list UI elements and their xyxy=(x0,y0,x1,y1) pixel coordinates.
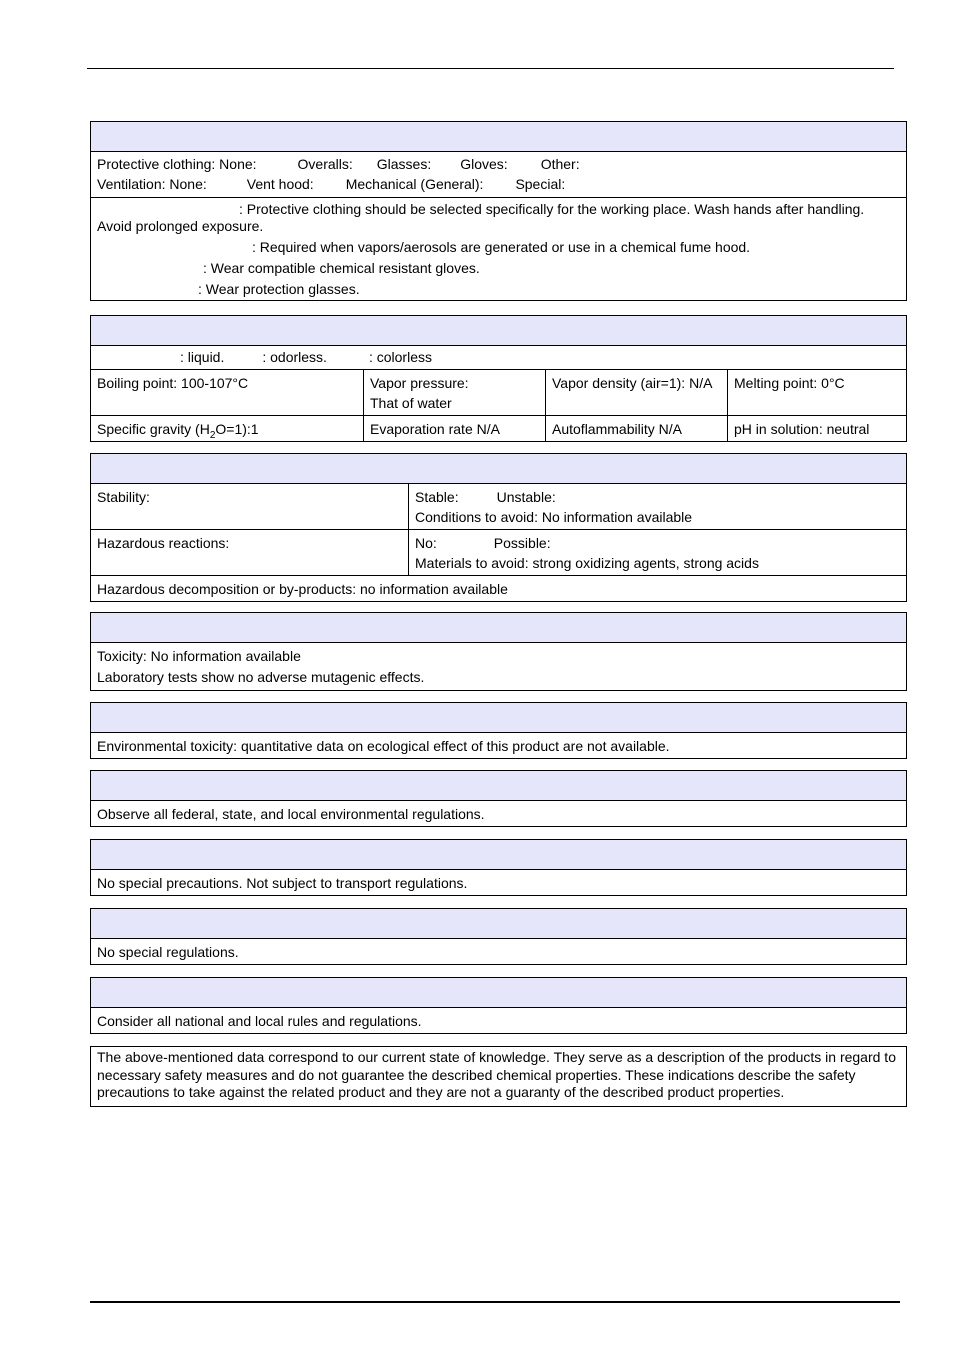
autoflammability-cell xyxy=(546,416,728,441)
properties-row-2 xyxy=(91,416,906,441)
clothing-detail-line xyxy=(97,201,900,218)
disclaimer-body xyxy=(91,1047,906,1106)
respiratory-detail-line xyxy=(97,239,900,256)
regulatory-section-header xyxy=(91,909,906,939)
other-info-section-header xyxy=(91,978,906,1008)
toxicology-section xyxy=(90,612,907,691)
transport-section-header xyxy=(91,840,906,870)
stability-options xyxy=(415,487,900,507)
other-info-section xyxy=(90,977,907,1034)
mechanical-label: Mechanical (General): xyxy=(345,176,484,192)
stability-label: Stability: xyxy=(97,489,150,505)
specific-gravity-post: O=1):1 xyxy=(215,421,259,437)
vapor-pressure-cell xyxy=(364,370,546,415)
glasses-label: Glasses: xyxy=(376,156,432,172)
color-value: : colorless xyxy=(368,349,432,365)
decomposition-text: Hazardous decomposition or by-products: no information available xyxy=(97,581,508,597)
hazardous-label-cell xyxy=(91,530,409,575)
other-info-text: Consider all national and local rules and regulations. xyxy=(97,1013,422,1029)
ecology-section-header xyxy=(91,703,906,733)
ventilation-none-label: Ventilation: None: xyxy=(97,176,207,192)
mutagenic-text: Laboratory tests show no adverse mutagenic effects. xyxy=(97,669,425,685)
clothing-detail-text: : Protective clothing should be selected specifically for the working place. Wash hands after handling. xyxy=(239,201,865,217)
gloves-detail-text: : Wear compatible chemical resistant gloves. xyxy=(203,260,480,276)
transport-text: No special precautions. Not subject to transport regulations. xyxy=(97,875,468,891)
disposal-body xyxy=(91,801,906,826)
eyes-detail-text: : Wear protection glasses. xyxy=(198,281,360,297)
overalls-label: Overalls: xyxy=(297,156,353,172)
decomposition-row xyxy=(91,576,906,601)
melting-point: Melting point: 0°C xyxy=(734,375,845,391)
stability-row xyxy=(91,484,906,530)
no-label: No: xyxy=(415,535,437,551)
hazardous-reactions-label: Hazardous reactions: xyxy=(97,535,230,551)
toxicology-body xyxy=(91,643,906,690)
respiratory-detail-text: : Required when vapors/aerosols are generated or use in a chemical fume hood. xyxy=(252,239,751,255)
regulatory-section xyxy=(90,908,907,965)
melting-point-cell xyxy=(728,370,906,415)
hazardous-reactions-row xyxy=(91,530,906,576)
hazardous-options xyxy=(415,533,900,553)
other-info-body xyxy=(91,1008,906,1033)
odor-value: : odorless. xyxy=(262,349,327,365)
specific-gravity-sub: 2 xyxy=(209,429,216,441)
properties-row-1 xyxy=(91,370,906,416)
clothing-detail-line-2: Avoid prolonged exposure. xyxy=(97,218,264,234)
possible-label: Possible: xyxy=(493,535,551,551)
disclaimer-box xyxy=(90,1046,907,1107)
reactivity-section xyxy=(90,453,907,602)
vapor-density-cell xyxy=(546,370,728,415)
ph-cell xyxy=(728,416,906,441)
gloves-detail-line xyxy=(97,260,900,277)
gloves-label: Gloves: xyxy=(460,156,508,172)
protection-section-header xyxy=(91,122,906,152)
protection-details xyxy=(91,198,906,300)
ventilation-line xyxy=(97,174,900,194)
toxicology-section-header xyxy=(91,613,906,643)
stability-label-cell xyxy=(91,484,409,529)
special-label: Special: xyxy=(515,176,566,192)
toxicity-text: Toxicity: No information available xyxy=(97,648,301,664)
hazardous-value-cell xyxy=(409,530,906,575)
physical-section xyxy=(90,315,907,442)
vent-hood-label: Vent hood: xyxy=(246,176,314,192)
evaporation-rate: Evaporation rate N/A xyxy=(370,421,500,437)
stability-value-cell xyxy=(409,484,906,529)
eyes-detail-line xyxy=(97,281,900,298)
clothing-none-label: Protective clothing: None: xyxy=(97,156,257,172)
ph-value: pH in solution: neutral xyxy=(734,421,870,437)
protection-checklist xyxy=(91,152,906,198)
disclaimer-text: The above-mentioned data correspond to our current state of knowledge. They serve as a description of the products in regard to necessary safety measures and do not guarantee the described chemical properties. These indications describe the safety precautions to take against the related product and they are not a guaranty of the described product properties. xyxy=(97,1049,896,1100)
vapor-pressure-value: That of water xyxy=(370,395,452,411)
appearance-line xyxy=(97,347,900,367)
transport-section xyxy=(90,839,907,896)
protection-section xyxy=(90,121,907,301)
evaporation-cell xyxy=(364,416,546,441)
conditions-to-avoid: Conditions to avoid: No information available xyxy=(415,509,693,525)
header-rule xyxy=(87,68,894,69)
clothing-line xyxy=(97,154,900,174)
footer-rule xyxy=(90,1301,900,1303)
disposal-section-header xyxy=(91,771,906,801)
form-value: : liquid. xyxy=(180,349,225,365)
appearance-row xyxy=(91,346,906,370)
regulatory-text: No special regulations. xyxy=(97,944,239,960)
ecology-body xyxy=(91,733,906,758)
vapor-pressure-label: Vapor pressure: xyxy=(370,375,469,391)
unstable-label: Unstable: xyxy=(496,489,556,505)
other-label: Other: xyxy=(540,156,580,172)
transport-body xyxy=(91,870,906,895)
disposal-section xyxy=(90,770,907,827)
ecology-section xyxy=(90,702,907,759)
specific-gravity-cell xyxy=(91,416,364,441)
autoflammability: Autoflammability N/A xyxy=(552,421,682,437)
materials-to-avoid: Materials to avoid: strong oxidizing agents, strong acids xyxy=(415,555,759,571)
disposal-text: Observe all federal, state, and local environmental regulations. xyxy=(97,806,485,822)
boiling-point-cell xyxy=(91,370,364,415)
vapor-density: Vapor density (air=1): N/A xyxy=(552,375,713,391)
physical-section-header xyxy=(91,316,906,346)
boiling-point: Boiling point: 100-107°C xyxy=(97,375,249,391)
ecology-text: Environmental toxicity: quantitative data on ecological effect of this product are not available. xyxy=(97,738,670,754)
regulatory-body xyxy=(91,939,906,964)
specific-gravity-pre: Specific gravity (H xyxy=(97,421,210,437)
reactivity-section-header xyxy=(91,454,906,484)
stable-label: Stable: xyxy=(415,489,459,505)
